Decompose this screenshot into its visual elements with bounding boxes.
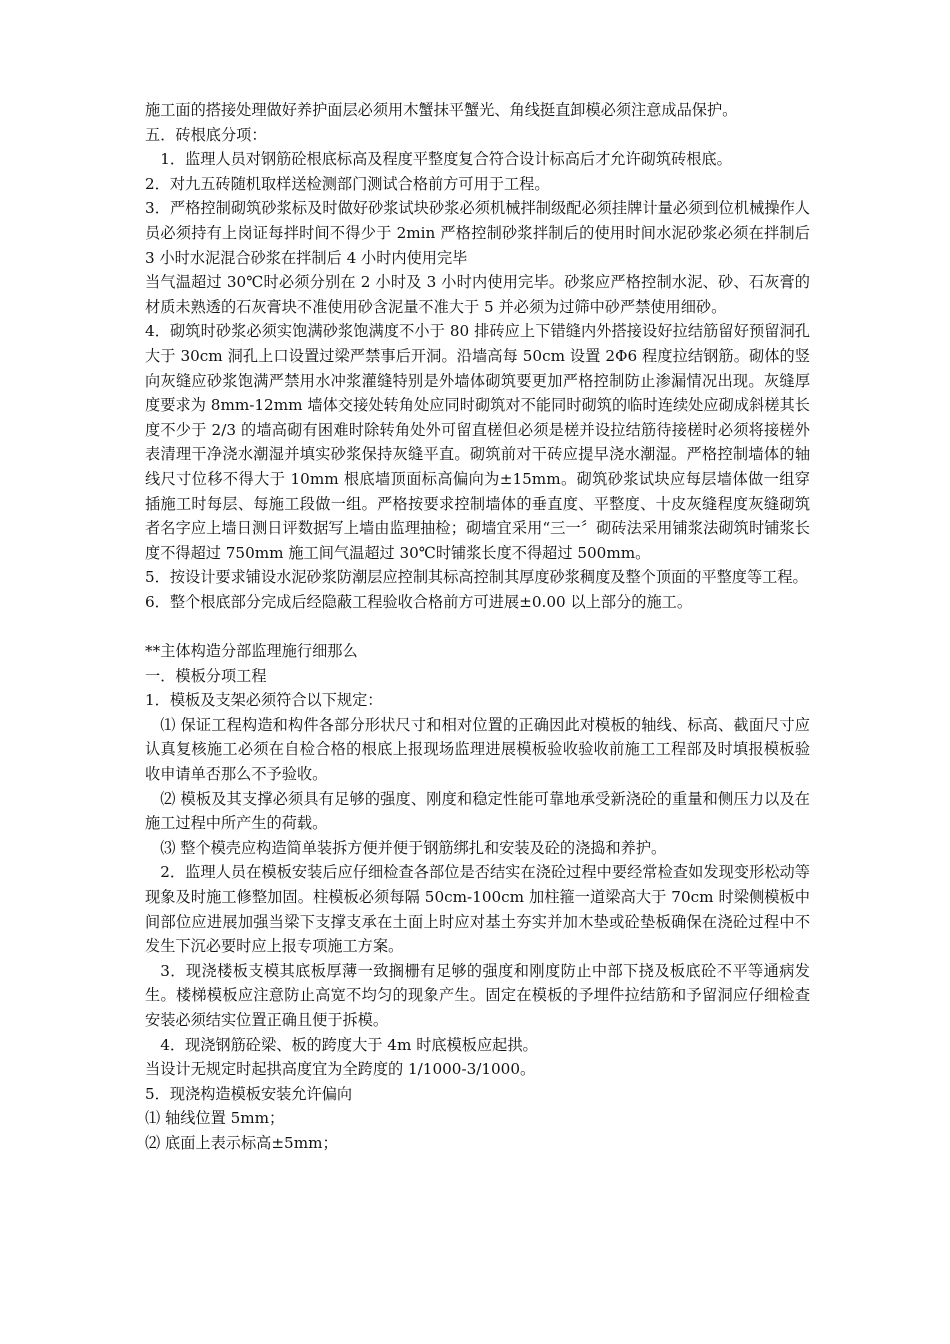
section-heading-brick-foundation: 五．砖根底分项： [145, 125, 267, 144]
section-heading-main-structure: **主体构造分部监理施行细那么 [145, 642, 358, 661]
paragraph-formwork-2: 2．监理人员在模板安装后应仔细检查各部位是否结实在浇砼过程中要经常检查如发现变形松动等现象及时施工修整加固。柱模板必须每隔 50cm-100cm 加柱箍一道梁高大于 70cm 时梁侧模板中间部位应进展加强当梁下支撑支承在土面上时应对基土夯实并加木垫或砼垫板确保在浇砼过程中不发生下沉必要时应上报专项施工方案。 [145, 863, 810, 956]
paragraph-item-4: 4．砌筑时砂浆必须实饱满砂浆饱满度不小于 80 排砖应上下错缝内外搭接设好拉结筋留好预留洞孔大于 30cm 洞孔上口设置过梁严禁事后开洞。沿墙高每 50cm 设置 2Φ6 程度拉结钢筋。砌体的竖向灰缝应砂浆饱满严禁用水冲浆灌缝特别是外墙体砌筑要更加严格控制防止渗漏情况出现。灰缝厚度要求为 8mm-12mm 墙体交接处转角处应同时砌筑对不能同时砌筑的临时连续处应砌成斜槎其长度不少于 2/3 的墙高砌有困难时除转角处外可留直槎但必须是槎并设拉结筋待接槎时必须将接槎外表清理干净浇水潮湿并填实砂浆保持灰缝平直。砌筑前对干砖应提早浇水潮湿。严格控制墙体的轴线尺寸位移不得大于 10mm 根底墙顶面标高偏向为±15mm。砌筑砂浆试块应每层墙体做一组穿插施工时每层、每施工段做一组。严格按要求控制墙体的垂直度、平整度、十皮灰缝程度灰缝砌筑者名字应上墙日测日评数据写上墙由监理抽检；砌墙宜采用“三一〞砌砖法采用铺浆法砌筑时铺浆长度不得超过 750mm 施工间气温超过 30℃时铺浆长度不得超过 500mm。 [145, 322, 810, 562]
document-body [145, 98, 810, 1156]
paragraph-formwork-1-c: ⑶ 整个模壳应构造简单装拆方便并便于钢筋绑扎和安装及砼的浇捣和养护。 [160, 838, 667, 857]
blank-line [145, 614, 810, 639]
paragraph-formwork-3: 3．现浇楼板支模其底板厚薄一致搁栅有足够的强度和刚度防止中部下挠及板底砼不平等通病发生。楼梯模板应注意防止高宽不均匀的现象产生。固定在模板的予埋件拉结筋和予留洞应仔细检查安装必须结实位置正确且便于拆模。 [145, 961, 810, 1029]
paragraph-item-5: 5．按设计要求铺设水泥砂浆防潮层应控制其标高控制其厚度砂浆稠度及整个顶面的平整度等工程。 [145, 568, 808, 587]
paragraph-item-6: 6．整个根底部分完成后经隐蔽工程验收合格前方可进展±0.00 以上部分的施工。 [145, 592, 693, 611]
paragraph-camber: 当设计无规定时起拱高度宜为全跨度的 1/1000-3/1000。 [145, 1060, 536, 1079]
paragraph-item-2: 2．对九五砖随机取样送检测部门测试合格前方可用于工程。 [145, 174, 550, 193]
paragraph-item-3: 3．严格控制砌筑砂浆标及时做好砂浆试块砂浆必须机械拌制级配必须挂牌计量必须到位机械操作人员必须持有上岗证每拌时间不得少于 2min 严格控制砂浆拌制后的使用时间水泥砂浆必须在拌制后 3 小时水泥混合砂浆在拌制后 4 小时内使用完毕 [145, 199, 810, 267]
paragraph-formwork-1-a: ⑴ 保证工程构造和构件各部分形状尺寸和相对位置的正确因此对模板的轴线、标高、截面尺寸应认真复核施工必须在自检合格的根底上报现场监理进展模板验收验收前施工工程部及时填报模板验收申请单否那么不予验收。 [145, 715, 810, 784]
paragraph-item-1: 1．监理人员对钢筋砼根底标高及程度平整度复合符合设计标高后才允许砌筑砖根底。 [160, 150, 732, 169]
paragraph-formwork-4: 4．现浇钢筋砼梁、板的跨度大于 4m 时底模板应起拱。 [160, 1035, 538, 1054]
paragraph-tolerance-elevation: ⑵ 底面上表示标高±5mm； [145, 1133, 338, 1152]
paragraph-protection: 施工面的搭接处理做好养护面层必须用木蟹抹平蟹光、角线挺直卸模必须注意成品保护。 [145, 101, 738, 119]
subsection-heading-formwork: 一．模板分项工程 [145, 666, 267, 685]
paragraph-formwork-1: 1．模板及支架必须符合以下规定： [145, 691, 383, 710]
paragraph-tolerance-axis: ⑴ 轴线位置 5mm； [145, 1109, 285, 1128]
paragraph-formwork-5: 5．现浇构造模板安装允许偏向 [145, 1084, 353, 1103]
paragraph-temperature: 当气温超过 30℃时必须分别在 2 小时及 3 小时内使用完毕。砂浆应严格控制水泥、砂、石灰膏的材质未熟透的石灰膏块不准使用砂含泥量不准大于 5 并必须为过筛中砂严禁使用细砂。 [145, 273, 810, 316]
paragraph-formwork-1-b: ⑵ 模板及其支撑必须具有足够的强度、刚度和稳定性能可靠地承受新浇砼的重量和侧压力以及在施工过程中所产生的荷载。 [145, 789, 810, 833]
